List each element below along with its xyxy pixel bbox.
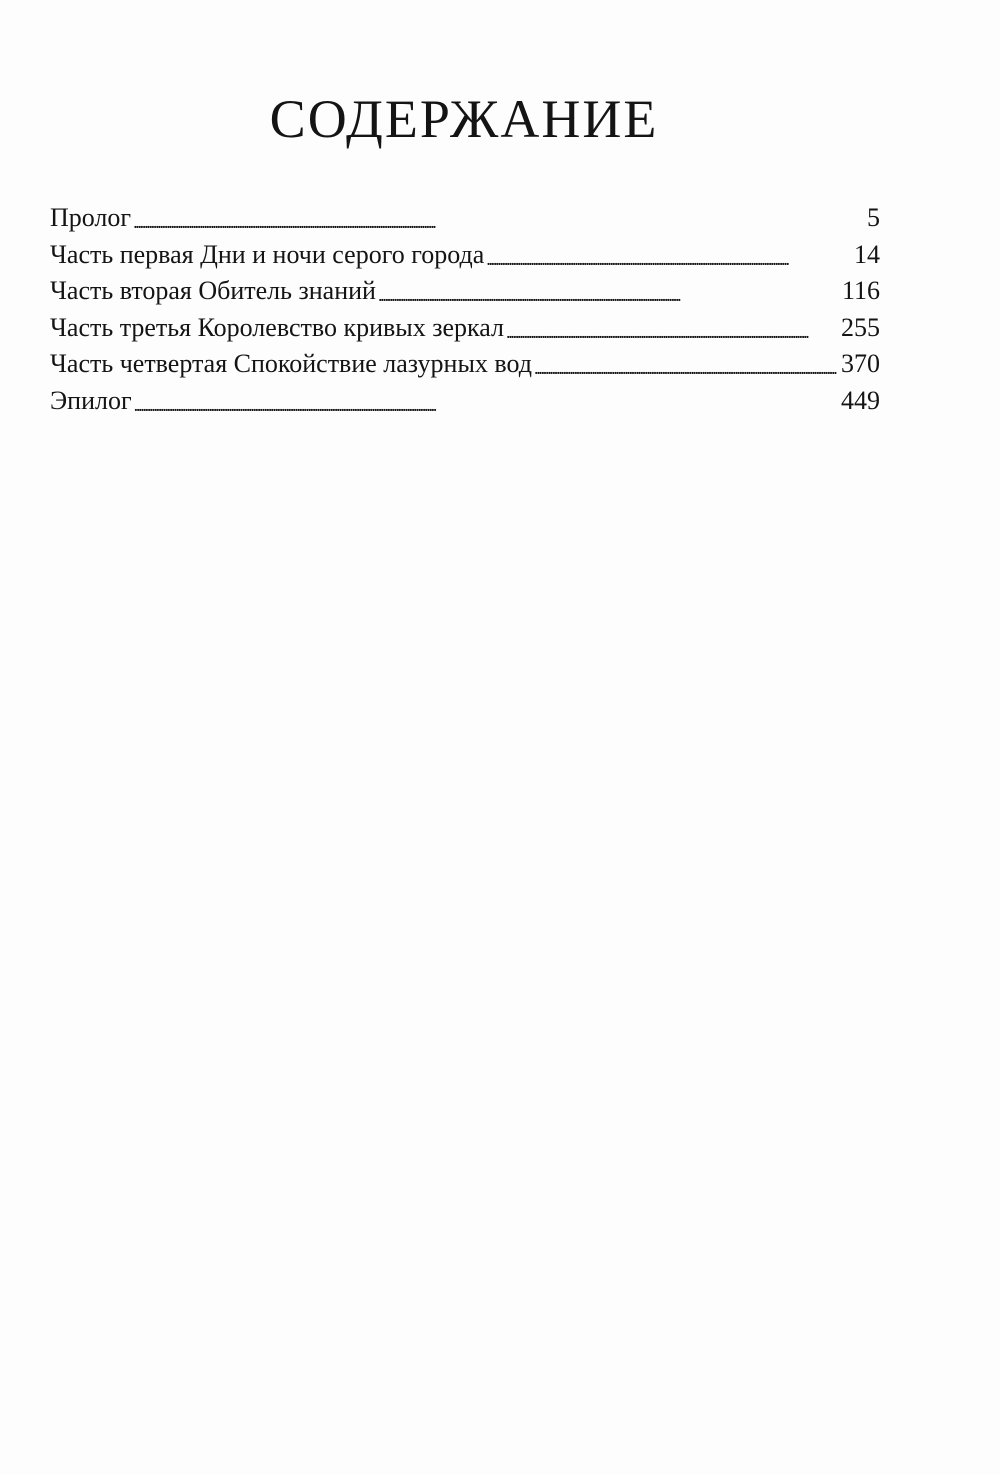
toc-entry-prologue	[50, 200, 880, 237]
toc-entry-label: Пролог	[50, 203, 132, 232]
toc-entry-page-number: 5	[867, 203, 880, 232]
page-title: СОДЕРЖАНИЕ	[269, 89, 659, 149]
toc-entry-label: Часть третья Королевство кривых зеркал	[50, 312, 505, 342]
toc-entry-epilogue	[50, 383, 880, 420]
toc-entry-part-four	[50, 346, 880, 383]
toc-entry-part-two	[50, 273, 880, 310]
toc-entry-label: Часть вторая Обитель знаний	[50, 276, 376, 305]
toc-entry-page-number: 449	[841, 385, 880, 415]
dot-leader	[134, 385, 839, 423]
toc-entry-label: Часть первая Дни и ночи серого города	[50, 239, 485, 269]
toc-entry-page-number: 370	[841, 349, 880, 378]
toc-entry-page-number: 255	[841, 312, 880, 342]
dot-leader	[133, 202, 865, 240]
toc-entry-label: Часть четвертая Спокойствие лазурных вод	[50, 349, 532, 378]
dot-leader	[378, 275, 840, 313]
toc-entry-label: Эпилог	[50, 385, 132, 415]
dot-leader	[506, 312, 839, 350]
table-of-contents	[50, 200, 880, 419]
toc-entry-page-number: 14	[854, 239, 880, 269]
toc-entry-page-number: 116	[841, 276, 880, 305]
toc-entry-part-one	[50, 237, 880, 274]
dot-leader	[486, 239, 852, 277]
dot-leader	[534, 348, 839, 386]
toc-entry-part-three	[50, 310, 880, 347]
